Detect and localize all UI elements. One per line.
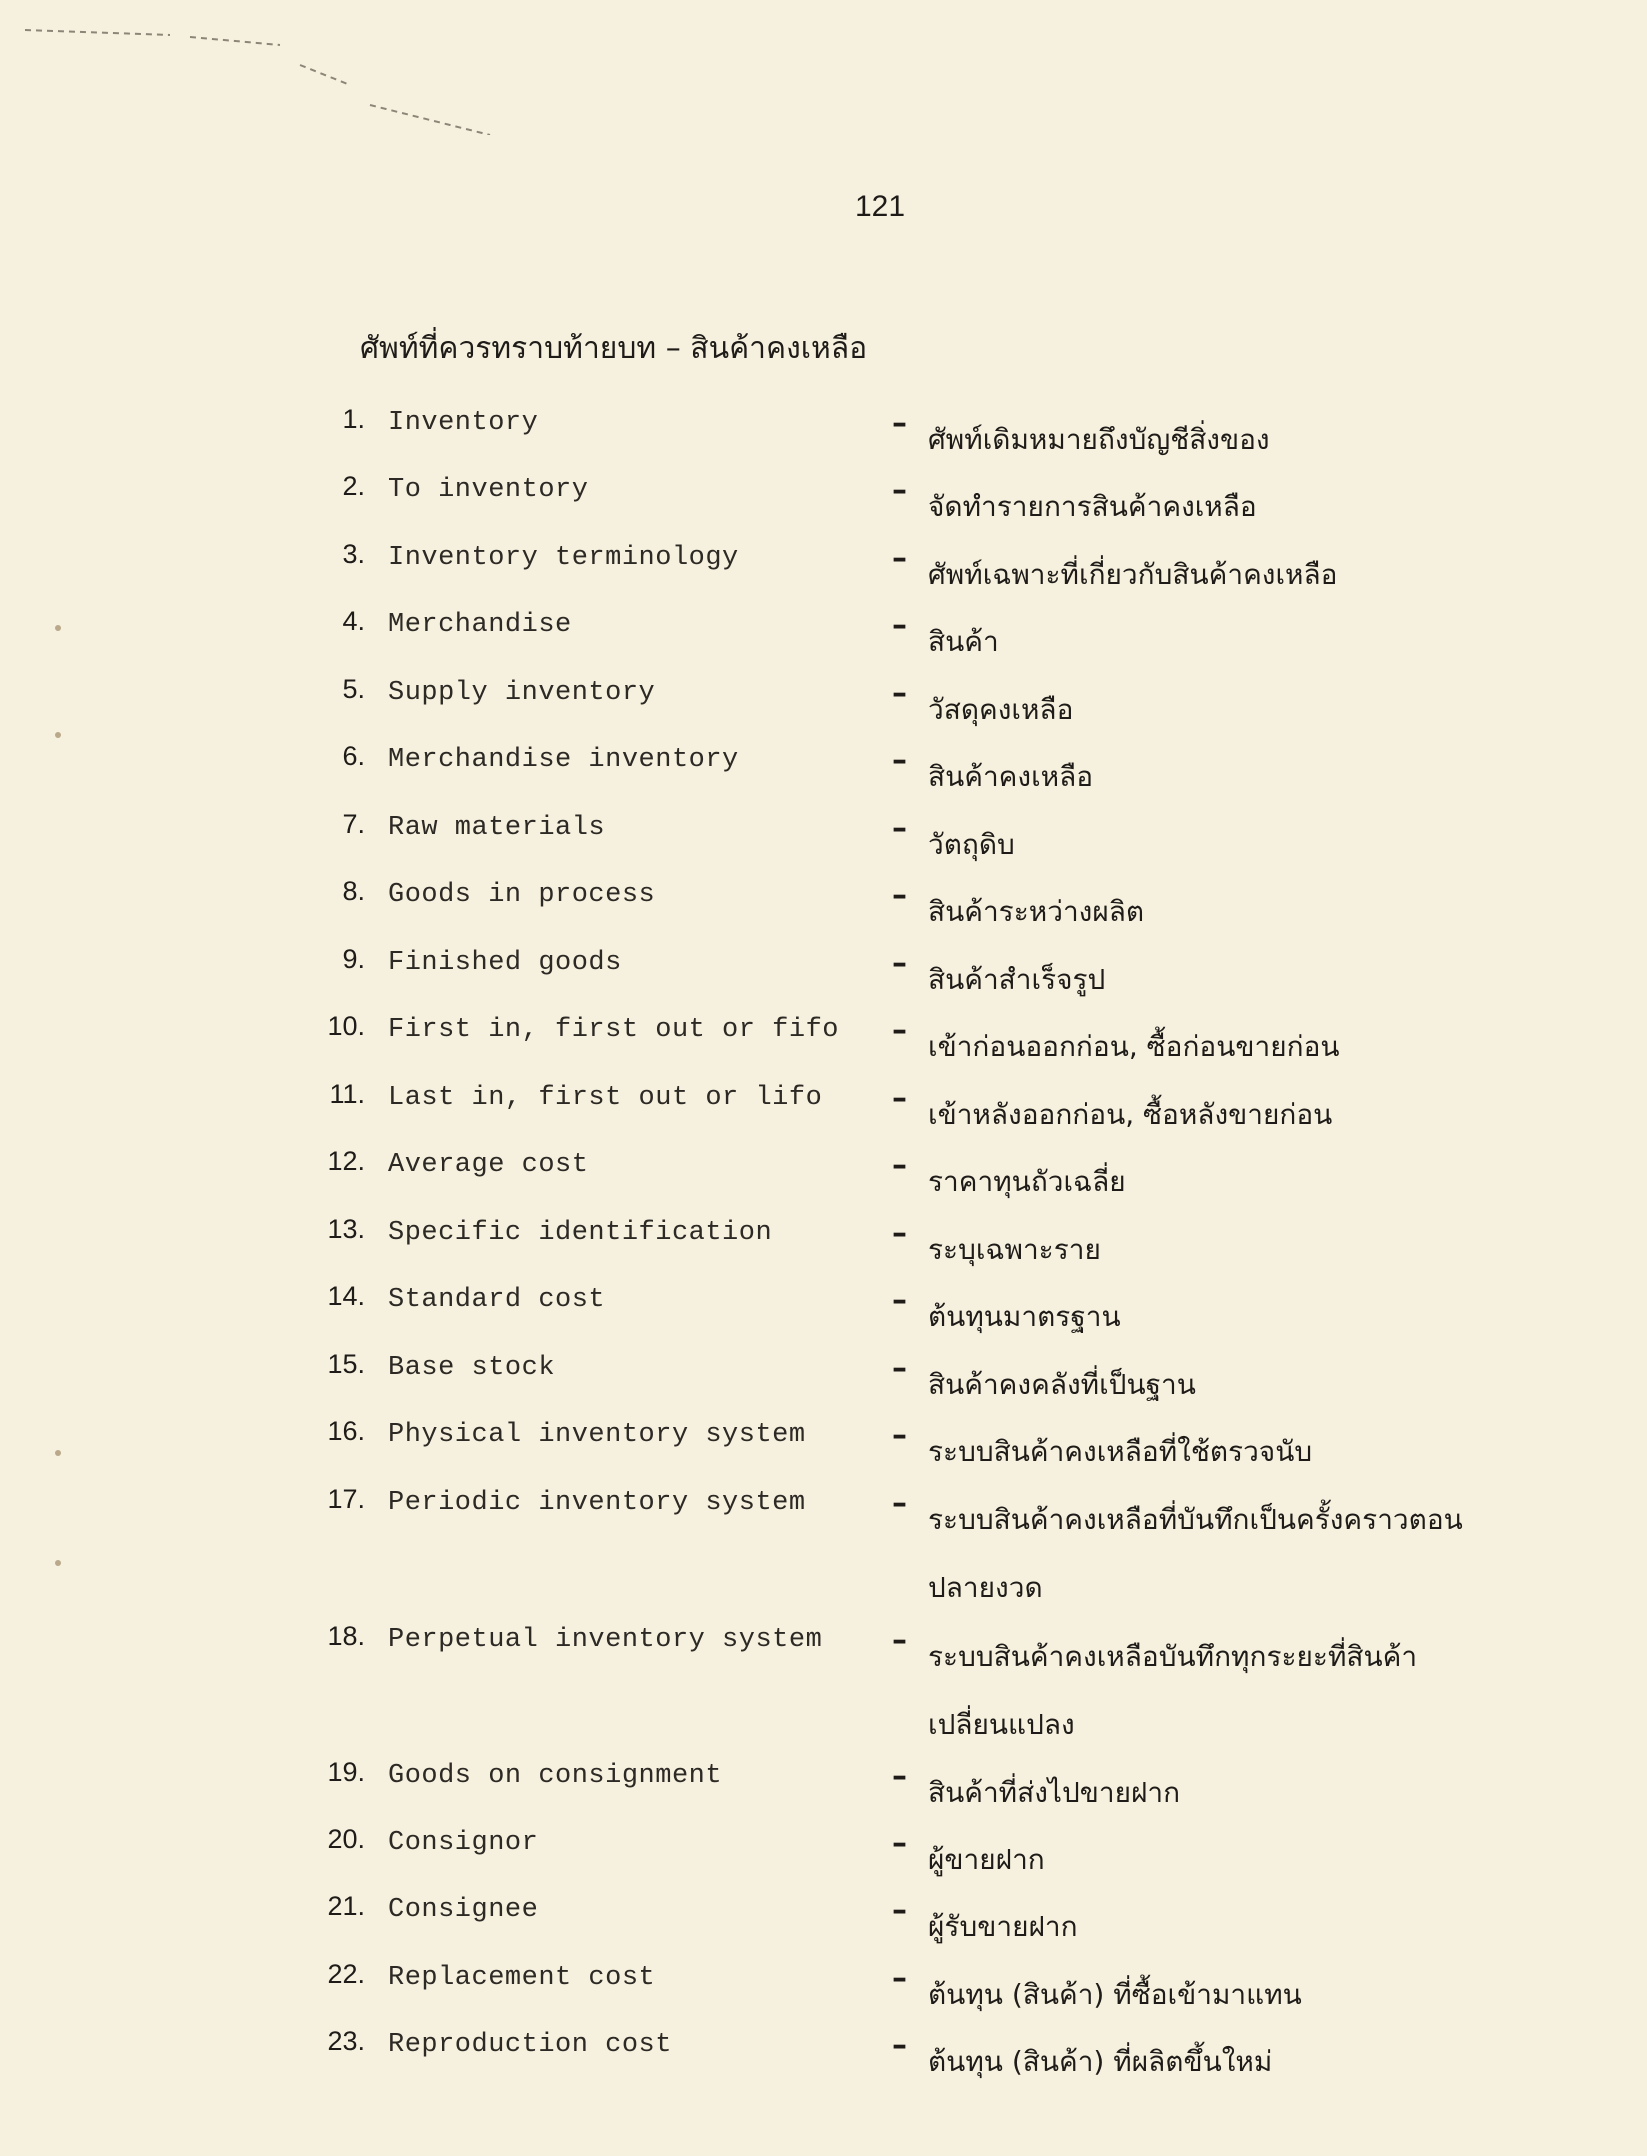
term-row [0, 602, 1647, 662]
term-row [0, 670, 1647, 730]
term-number: 1. [342, 404, 365, 434]
page-title: ศัพท์ที่ควรทราบท้ายบท – สินค้าคงเหลือ [360, 331, 868, 366]
english-term: Merchandise inventory [388, 745, 739, 775]
dash-separator: – [892, 1759, 907, 1794]
term-number: 7. [342, 809, 365, 839]
english-term: First in, first out or fifo [388, 1015, 839, 1045]
term-row [0, 1345, 1647, 1405]
term-row [0, 467, 1647, 527]
term-row [0, 1142, 1647, 1202]
thai-definition: ระบุเฉพาะราย [928, 1233, 1101, 1266]
term-row [0, 805, 1647, 865]
english-term: Inventory [388, 408, 539, 438]
english-term: Merchandise [388, 610, 572, 640]
term-row [0, 400, 1647, 460]
thai-definition: เข้าก่อนออกก่อน, ซื้อก่อนขายก่อน [928, 1030, 1340, 1063]
term-number: 10. [327, 1011, 365, 1041]
term-number: 4. [342, 606, 365, 636]
term-row [0, 1277, 1647, 1337]
term-number: 5. [342, 674, 365, 704]
dash-separator: – [892, 1148, 907, 1183]
term-number: 9. [342, 944, 365, 974]
term-row [0, 1480, 1647, 1604]
dash-separator: – [892, 473, 907, 508]
dash-separator: – [892, 1351, 907, 1386]
dash-separator: – [892, 1418, 907, 1453]
english-term: Standard cost [388, 1285, 606, 1315]
english-term: Replacement cost [388, 1963, 656, 1993]
english-term: Specific identification [388, 1218, 773, 1248]
english-term: Last in, first out or lifo [388, 1083, 823, 1113]
dash-separator: – [892, 608, 907, 643]
term-number: 19. [327, 1757, 365, 1787]
english-term: Finished goods [388, 948, 622, 978]
term-number: 18. [327, 1621, 365, 1651]
thai-definition: ผู้ขายฝาก [928, 1843, 1045, 1876]
term-number: 8. [342, 876, 365, 906]
term-number: 14. [327, 1281, 365, 1311]
term-number: 6. [342, 741, 365, 771]
term-number: 16. [327, 1416, 365, 1446]
term-row [0, 872, 1647, 932]
dash-separator: – [892, 1961, 907, 1996]
dash-separator: – [892, 1893, 907, 1928]
thai-definition: วัสดุคงเหลือ [928, 693, 1074, 726]
english-term: Perpetual inventory system [388, 1625, 823, 1655]
english-term: Physical inventory system [388, 1420, 806, 1450]
term-number: 3. [342, 539, 365, 569]
thai-definition: ต้นทุนมาตรฐาน [928, 1300, 1121, 1333]
dash-separator: – [892, 2028, 907, 2063]
dash-separator: – [892, 1013, 907, 1048]
dash-separator: – [892, 1486, 907, 1521]
thai-definition: สินค้าคงเหลือ [928, 760, 1094, 793]
english-term: Consignee [388, 1895, 539, 1925]
term-number: 22. [327, 1959, 365, 1989]
dash-separator: – [892, 946, 907, 981]
dash-separator: – [892, 1081, 907, 1116]
thai-definition: ศัพท์เดิมหมายถึงบัญชีสิ่งของ [928, 423, 1270, 456]
thai-definition: ระบบสินค้าคงเหลือบันทึกทุกระยะที่สินค้าเปลี่ยนแปลง [928, 1640, 1418, 1741]
dash-separator: – [892, 811, 907, 846]
term-number: 13. [327, 1214, 365, 1244]
term-number: 15. [327, 1349, 365, 1379]
term-row [0, 1955, 1647, 2015]
term-row [0, 737, 1647, 797]
thai-definition: วัตถุดิบ [928, 828, 1015, 861]
dash-separator: – [892, 743, 907, 778]
thai-definition: ศัพท์เฉพาะที่เกี่ยวกับสินค้าคงเหลือ [928, 558, 1338, 591]
term-row [0, 1210, 1647, 1270]
thai-definition: สินค้าระหว่างผลิต [928, 895, 1145, 928]
term-row [0, 940, 1647, 1000]
english-term: Reproduction cost [388, 2030, 672, 2060]
thai-definition: สินค้าคงคลังที่เป็นฐาน [928, 1368, 1196, 1401]
thai-definition: ต้นทุน (สินค้า) ที่ผลิตขึ้นใหม่ [928, 2045, 1273, 2078]
term-row [0, 535, 1647, 595]
term-number: 11. [329, 1079, 365, 1109]
dash-separator: – [892, 1216, 907, 1251]
term-row [0, 2022, 1647, 2082]
dash-separator: – [892, 676, 907, 711]
english-term: Goods in process [388, 880, 656, 910]
thai-definition: ระบบสินค้าคงเหลือที่บันทึกเป็นครั้งคราวตอนปลายงวด [928, 1503, 1463, 1604]
term-row [0, 1412, 1647, 1472]
english-term: Goods on consignment [388, 1761, 723, 1791]
page-number: 121 [855, 190, 906, 223]
term-number: 12. [327, 1146, 365, 1176]
thai-definition: สินค้าสำเร็จรูป [928, 963, 1106, 996]
thai-definition: ระบบสินค้าคงเหลือที่ใช้ตรวจนับ [928, 1435, 1313, 1468]
dash-separator: – [892, 878, 907, 913]
thai-definition: สินค้าที่ส่งไปขายฝาก [928, 1776, 1181, 1809]
term-row [0, 1075, 1647, 1135]
english-term: Average cost [388, 1150, 589, 1180]
thai-definition: จัดทำรายการสินค้าคงเหลือ [928, 490, 1257, 523]
dash-separator: – [892, 406, 907, 441]
english-term: Supply inventory [388, 678, 656, 708]
thai-definition: เข้าหลังออกก่อน, ซื้อหลังขายก่อน [928, 1098, 1333, 1131]
term-row [0, 1007, 1647, 1067]
term-number: 20. [327, 1824, 365, 1854]
english-term: Inventory terminology [388, 543, 739, 573]
term-number: 23. [327, 2026, 365, 2056]
term-row [0, 1753, 1647, 1813]
english-term: Base stock [388, 1353, 556, 1383]
term-row [0, 1617, 1647, 1741]
dash-separator: – [892, 1826, 907, 1861]
dash-separator: – [892, 541, 907, 576]
term-row [0, 1887, 1647, 1947]
dash-separator: – [892, 1623, 907, 1658]
english-term: Periodic inventory system [388, 1488, 806, 1518]
term-number: 21. [327, 1891, 365, 1921]
english-term: Raw materials [388, 813, 606, 843]
term-row [0, 1820, 1647, 1880]
thai-definition: ต้นทุน (สินค้า) ที่ซื้อเข้ามาแทน [928, 1978, 1302, 2011]
thai-definition: สินค้า [928, 625, 999, 658]
dash-separator: – [892, 1283, 907, 1318]
english-term: Consignor [388, 1828, 539, 1858]
english-term: To inventory [388, 475, 589, 505]
term-number: 2. [342, 471, 365, 501]
thai-definition: ราคาทุนถัวเฉลี่ย [928, 1165, 1126, 1198]
thai-definition: ผู้รับขายฝาก [928, 1910, 1078, 1943]
term-number: 17. [327, 1484, 365, 1514]
